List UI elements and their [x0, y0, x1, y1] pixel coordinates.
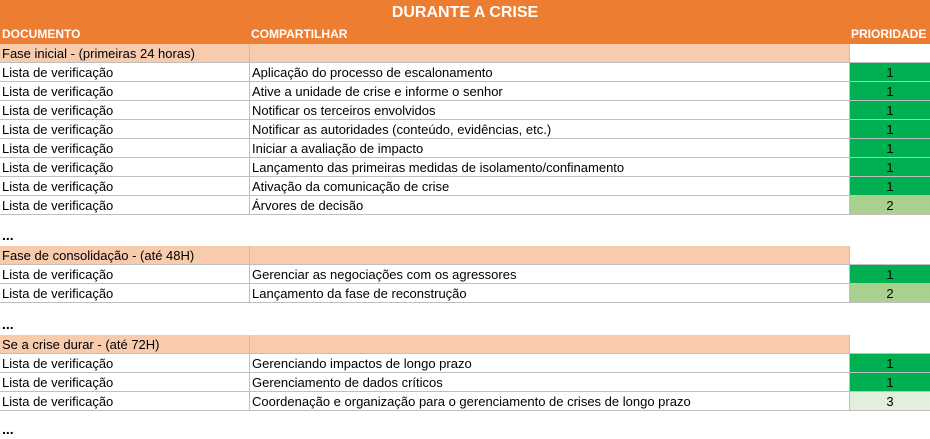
phase-label[interactable]: Se a crise durar - (até 72H): [0, 335, 249, 354]
table-row: [0, 265, 930, 284]
ellipsis-marker: ...: [2, 421, 14, 437]
document-cell[interactable]: Lista de verificação: [0, 177, 249, 196]
share-cell[interactable]: Lançamento da fase de reconstrução: [249, 284, 849, 303]
share-cell[interactable]: Ative a unidade de crise e informe o senhor: [249, 82, 849, 101]
table-row: [0, 392, 930, 411]
priority-cell[interactable]: 1: [849, 120, 930, 139]
table-row: [0, 354, 930, 373]
priority-cell[interactable]: 2: [849, 284, 930, 303]
share-cell[interactable]: Árvores de decisão: [249, 196, 849, 215]
sheet-title: DURANTE A CRISE: [0, 0, 930, 25]
document-cell[interactable]: Lista de verificação: [0, 120, 249, 139]
phase-label[interactable]: Fase de consolidação - (até 48H): [0, 246, 249, 265]
table-row: [0, 177, 930, 196]
ellipsis-marker: ...: [2, 227, 14, 243]
document-cell[interactable]: Lista de verificação: [0, 82, 249, 101]
priority-cell[interactable]: 3: [849, 392, 930, 411]
share-cell[interactable]: Notificar os terceiros envolvidos: [249, 101, 849, 120]
priority-cell[interactable]: 1: [849, 265, 930, 284]
phase-row: [0, 246, 930, 265]
header-documento[interactable]: DOCUMENTO: [0, 25, 249, 44]
phase-row: [0, 335, 930, 354]
table-row: [0, 139, 930, 158]
share-cell[interactable]: Notificar as autoridades (conteúdo, evidências, etc.): [249, 120, 849, 139]
phase-empty-cell[interactable]: [249, 335, 849, 354]
header-prioridade[interactable]: PRIORIDADE: [849, 25, 930, 44]
share-cell[interactable]: Coordenação e organização para o gerenciamento de crises de longo prazo: [249, 392, 849, 411]
phase-empty-cell[interactable]: [249, 246, 849, 265]
document-cell[interactable]: Lista de verificação: [0, 392, 249, 411]
ellipsis-marker: ...: [2, 316, 14, 332]
table-row: [0, 284, 930, 303]
share-cell[interactable]: Aplicação do processo de escalonamento: [249, 63, 849, 82]
priority-cell[interactable]: 1: [849, 101, 930, 120]
priority-cell[interactable]: 1: [849, 82, 930, 101]
priority-cell[interactable]: 1: [849, 373, 930, 392]
share-cell[interactable]: Gerenciamento de dados críticos: [249, 373, 849, 392]
document-cell[interactable]: Lista de verificação: [0, 63, 249, 82]
share-cell[interactable]: Ativação da comunicação de crise: [249, 177, 849, 196]
priority-cell[interactable]: 1: [849, 177, 930, 196]
priority-cell[interactable]: 1: [849, 158, 930, 177]
share-cell[interactable]: Lançamento das primeiras medidas de isolamento/confinamento: [249, 158, 849, 177]
priority-cell[interactable]: 1: [849, 63, 930, 82]
table-row: [0, 373, 930, 392]
share-cell[interactable]: Gerenciando impactos de longo prazo: [249, 354, 849, 373]
phase-empty-priority[interactable]: [849, 246, 930, 265]
document-cell[interactable]: Lista de verificação: [0, 101, 249, 120]
phase-empty-cell[interactable]: [249, 44, 849, 63]
phase-empty-priority[interactable]: [849, 335, 930, 354]
document-cell[interactable]: Lista de verificação: [0, 158, 249, 177]
table-row: [0, 63, 930, 82]
priority-cell[interactable]: 1: [849, 354, 930, 373]
table-row: [0, 158, 930, 177]
table-row: [0, 196, 930, 215]
document-cell[interactable]: Lista de verificação: [0, 354, 249, 373]
document-cell[interactable]: Lista de verificação: [0, 265, 249, 284]
document-cell[interactable]: Lista de verificação: [0, 139, 249, 158]
table-row: [0, 120, 930, 139]
priority-cell[interactable]: 2: [849, 196, 930, 215]
table-row: [0, 82, 930, 101]
document-cell[interactable]: Lista de verificação: [0, 196, 249, 215]
share-cell[interactable]: Gerenciar as negociações com os agressores: [249, 265, 849, 284]
document-cell[interactable]: Lista de verificação: [0, 373, 249, 392]
phase-row: [0, 44, 930, 63]
phase-label[interactable]: Fase inicial - (primeiras 24 horas): [0, 44, 249, 63]
priority-cell[interactable]: 1: [849, 139, 930, 158]
table-row: [0, 101, 930, 120]
share-cell[interactable]: Iniciar a avaliação de impacto: [249, 139, 849, 158]
header-compartilhar[interactable]: COMPARTILHAR: [249, 25, 849, 44]
phase-empty-priority[interactable]: [849, 44, 930, 63]
document-cell[interactable]: Lista de verificação: [0, 284, 249, 303]
